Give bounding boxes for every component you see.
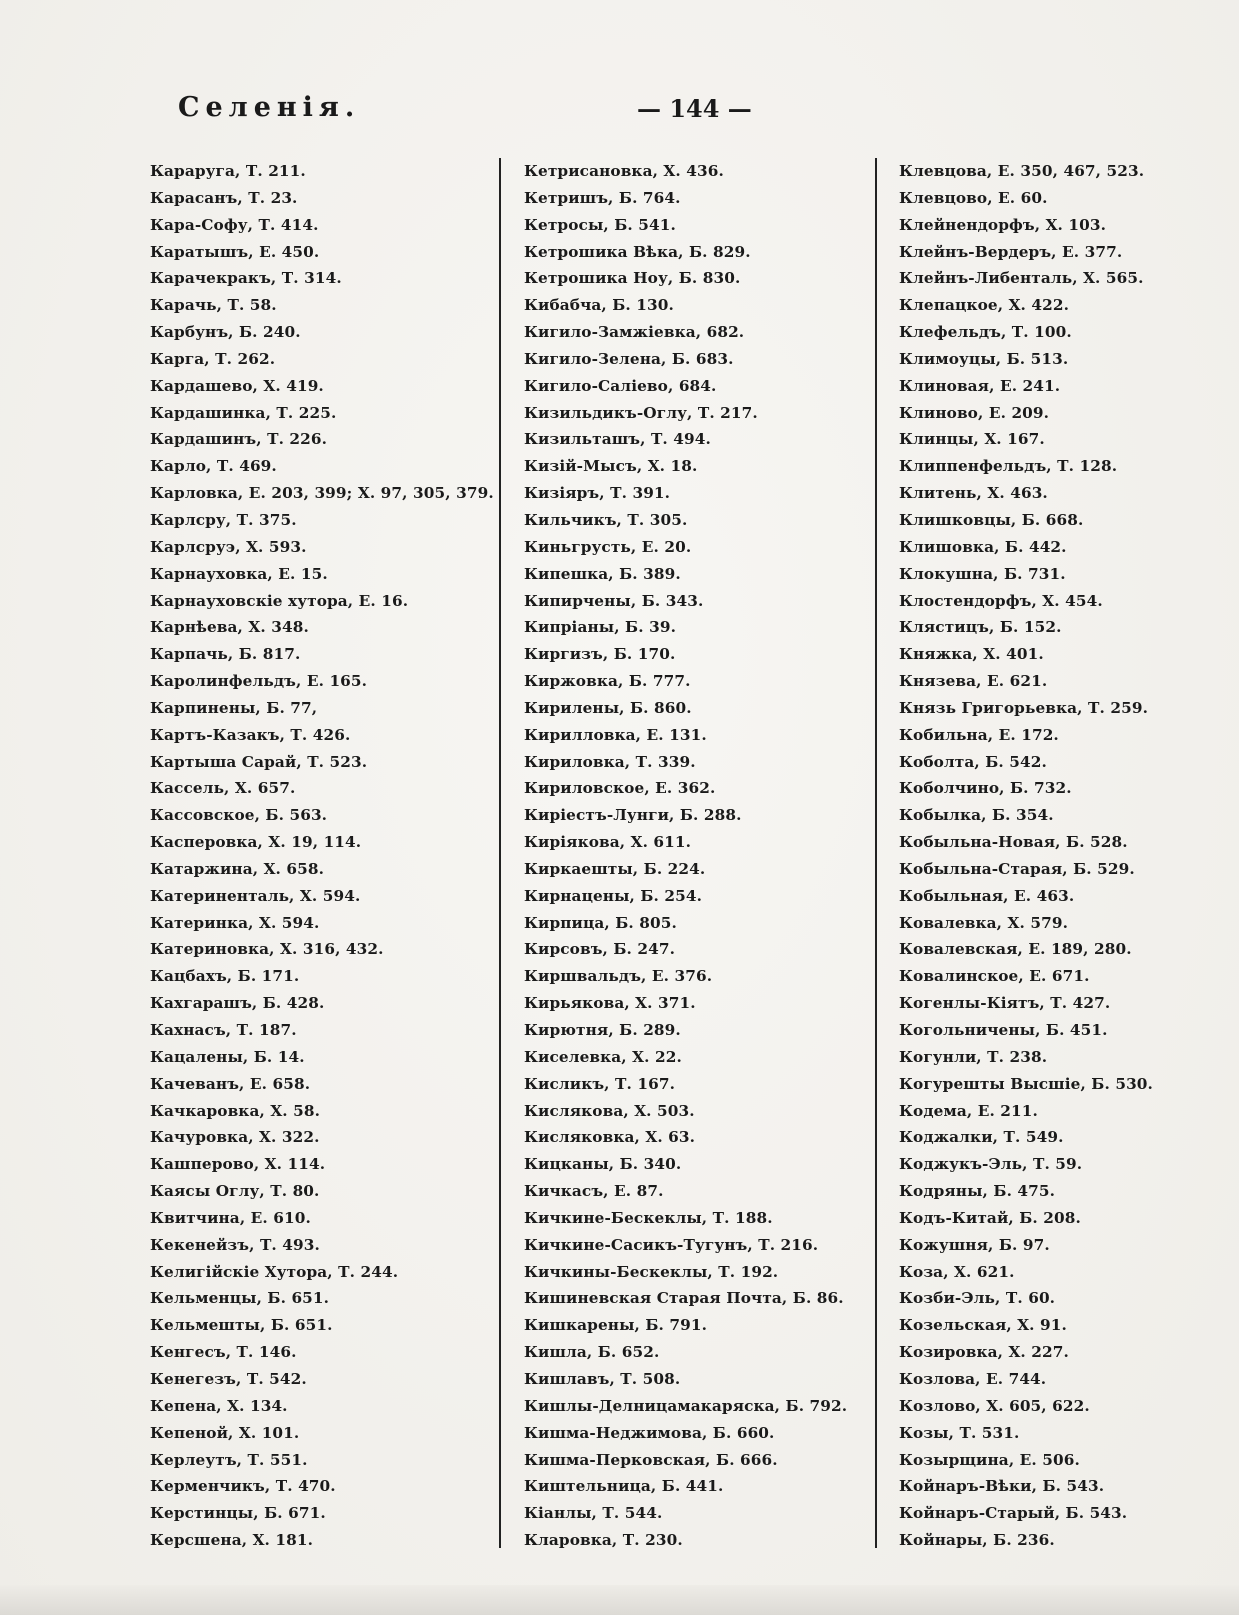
index-entry: Кишма-Неджимова, Б. 660. [524, 1423, 775, 1442]
index-entry: Козлова, Е. 744. [899, 1369, 1047, 1388]
index-column-1 [150, 158, 494, 1554]
index-entry: Кишма-Перковская, Б. 666. [524, 1450, 778, 1469]
index-entry: Кишлавъ, Т. 508. [524, 1369, 681, 1388]
index-entry: Кибабча, Б. 130. [524, 296, 674, 315]
index-entry: Керлеутъ, Т. 551. [150, 1450, 308, 1469]
index-entry: Кахгарашъ, Б. 428. [150, 994, 325, 1013]
index-entry: Керстинцы, Б. 671. [150, 1504, 326, 1523]
index-entry: Кипирчены, Б. 343. [524, 591, 704, 610]
index-entry: Карпинены, Б. 77, [150, 698, 318, 717]
index-entry: Кишлы-Делницамакаряска, Б. 792. [524, 1396, 848, 1415]
index-entry: Ковалевка, Х. 579. [899, 913, 1068, 932]
index-entry: Киселевка, Х. 22. [524, 1047, 682, 1066]
index-entry: Кіанлы, Т. 544. [524, 1504, 663, 1523]
index-entry: Киржовка, Б. 777. [524, 672, 691, 691]
index-entry: Кекенейзъ, Т. 493. [150, 1235, 320, 1254]
index-entry: Кобильна, Е. 172. [899, 725, 1059, 744]
index-entry: Кирпица, Б. 805. [524, 913, 677, 932]
index-entry: Козельская, Х. 91. [899, 1316, 1067, 1335]
index-entry: Козлово, Х. 605, 622. [899, 1396, 1090, 1415]
index-entry: Кларовка, Т. 230. [524, 1531, 683, 1550]
index-entry: Киштельница, Б. 441. [524, 1477, 724, 1496]
index-entry: Кирнацены, Б. 254. [524, 886, 703, 905]
index-entry: Клиппенфельдъ, Т. 128. [899, 457, 1118, 476]
index-entry: Кодема, Е. 211. [899, 1101, 1038, 1120]
index-entry: Кирилены, Б. 860. [524, 698, 692, 717]
index-entry: Катериновка, Х. 316, 432. [150, 940, 384, 959]
index-entry: Кацбахъ, Б. 171. [150, 967, 300, 986]
index-entry: Кобыльна-Новая, Б. 528. [899, 833, 1128, 852]
index-entry: Карачь, Т. 58. [150, 296, 277, 315]
index-entry: Киркаешты, Б. 224. [524, 859, 706, 878]
index-entry: Керменчикъ, Т. 470. [150, 1477, 336, 1496]
page-bottom-edge [0, 1585, 1239, 1615]
index-entry: Кичкине-Бескеклы, Т. 188. [524, 1208, 773, 1227]
index-entry: Койнары, Б. 236. [899, 1531, 1055, 1550]
index-entry: Князь Григорьевка, Т. 259. [899, 698, 1149, 717]
index-entry: Кигило-Замжіевка, 682. [524, 323, 745, 342]
index-entry: Катериненталь, Х. 594. [150, 886, 361, 905]
index-entry: Когунли, Т. 238. [899, 1047, 1048, 1066]
index-entry: Кигило-Зелена, Б. 683. [524, 349, 734, 368]
index-entry: Кичкины-Бескеклы, Т. 192. [524, 1262, 779, 1281]
index-entry: Кирилловка, Е. 131. [524, 725, 707, 744]
index-entry: Карло, Т. 469. [150, 457, 277, 476]
column-divider [499, 158, 501, 1548]
index-entry: Клишковцы, Б. 668. [899, 510, 1084, 529]
index-entry: Киньгрусть, Е. 20. [524, 537, 692, 556]
index-entry: Коджукъ-Эль, Т. 59. [899, 1155, 1083, 1174]
index-entry: Кицканы, Б. 340. [524, 1155, 682, 1174]
index-entry: Кацалены, Б. 14. [150, 1047, 305, 1066]
index-entry: Кассовское, Б. 563. [150, 806, 328, 825]
index-column-2 [524, 158, 864, 1554]
index-entry: Кожушня, Б. 97. [899, 1235, 1050, 1254]
index-entry: Кизильдикъ-Оглу, Т. 217. [524, 403, 758, 422]
index-entry: Клитень, Х. 463. [899, 484, 1048, 503]
index-entry: Кирютня, Б. 289. [524, 1021, 681, 1039]
index-entry: Кишкарены, Б. 791. [524, 1316, 708, 1335]
page-header [0, 92, 1239, 132]
index-entry: Кардашинка, Т. 225. [150, 403, 337, 422]
index-entry: Ковалевская, Е. 189, 280. [899, 940, 1132, 959]
index-entry: Клостендорфъ, Х. 454. [899, 591, 1103, 610]
index-entry: Картъ-Казакъ, Т. 426. [150, 725, 351, 744]
index-entry: Кичкине-Сасикъ-Тугунъ, Т. 216. [524, 1235, 819, 1254]
index-entry: Карлсруэ, Х. 593. [150, 537, 307, 556]
index-entry: Клефельдъ, Т. 100. [899, 323, 1072, 342]
index-entry: Келигійскіе Хутора, Т. 244. [150, 1262, 399, 1281]
index-entry: Кетрошика Вѣка, Б. 829. [524, 242, 751, 261]
index-entry: Клястицъ, Б. 152. [899, 618, 1062, 637]
index-entry: Карбунъ, Б. 240. [150, 323, 301, 342]
index-entry: Клевцова, Е. 350, 467, 523. [899, 162, 1145, 180]
index-entry: Киріестъ-Лунги, Б. 288. [524, 806, 742, 825]
index-entry: Катаржина, Х. 658. [150, 859, 325, 878]
index-entry: Клинцы, Х. 167. [899, 430, 1045, 449]
index-entry: Кисляковка, Х. 63. [524, 1128, 696, 1147]
section-title: Селенія. [178, 92, 361, 123]
index-entry: Кахнасъ, Т. 187. [150, 1021, 297, 1039]
index-entry: Кетрисановка, Х. 436. [524, 162, 724, 180]
index-entry: Кодъ-Китай, Б. 208. [899, 1208, 1081, 1227]
index-entry: Когурешты Высшіе, Б. 530. [899, 1074, 1153, 1093]
index-entry: Кашперово, Х. 114. [150, 1155, 326, 1174]
index-entry: Кириловское, Е. 362. [524, 779, 716, 798]
index-entry: Квитчина, Е. 610. [150, 1208, 311, 1227]
index-entry: Кардашинъ, Т. 226. [150, 430, 328, 449]
index-entry: Кигило-Саліево, 684. [524, 376, 717, 395]
index-entry: Кильчикъ, Т. 305. [524, 510, 688, 529]
index-entry: Козы, Т. 531. [899, 1423, 1020, 1442]
index-column-3 [899, 158, 1229, 1554]
index-entry: Коза, Х. 621. [899, 1262, 1015, 1281]
index-entry: Кишиневская Старая Почта, Б. 86. [524, 1289, 844, 1308]
index-entry: Кобыльная, Е. 463. [899, 886, 1075, 905]
index-entry: Кирсовъ, Б. 247. [524, 940, 676, 959]
index-entry: Кенгесъ, Т. 146. [150, 1343, 297, 1362]
index-entry: Кичкасъ, Е. 87. [524, 1182, 664, 1201]
index-entry: Коджалки, Т. 549. [899, 1128, 1064, 1147]
column-divider [875, 158, 877, 1548]
index-entry: Киргизъ, Б. 170. [524, 645, 676, 664]
index-entry: Картыша Сарай, Т. 523. [150, 752, 368, 771]
index-entry: Клейнъ-Вердеръ, Е. 377. [899, 242, 1123, 261]
index-entry: Карлсру, Т. 375. [150, 510, 297, 529]
index-entry: Кизій-Мысъ, Х. 18. [524, 457, 698, 476]
index-entry: Касперовка, Х. 19, 114. [150, 833, 362, 852]
index-entry: Клишовка, Б. 442. [899, 537, 1067, 556]
index-entry: Кипріаны, Б. 39. [524, 618, 676, 637]
index-entry: Карнауховскіе хутора, Е. 16. [150, 591, 409, 610]
index-entry: Качкаровка, Х. 58. [150, 1101, 321, 1120]
index-entry: Койнаръ-Старый, Б. 543. [899, 1504, 1128, 1523]
index-entry: Карачекракъ, Т. 314. [150, 269, 342, 288]
index-entry: Кетришъ, Б. 764. [524, 188, 681, 207]
index-entry: Карпачь, Б. 817. [150, 645, 301, 664]
index-entry: Карнѣева, Х. 348. [150, 618, 309, 637]
index-entry: Князева, Е. 621. [899, 672, 1048, 691]
index-entry: Кассель, Х. 657. [150, 779, 296, 798]
index-entry: Кепена, Х. 134. [150, 1396, 288, 1415]
index-entry: Карнауховка, Е. 15. [150, 564, 328, 583]
index-entry: Карaруга, Т. 211. [150, 162, 306, 180]
index-entry: Кирьякова, Х. 371. [524, 994, 696, 1013]
index-entry: Кара-Софу, Т. 414. [150, 215, 319, 234]
index-entry: Керсшена, Х. 181. [150, 1531, 314, 1550]
index-entry: Карга, Т. 262. [150, 349, 276, 368]
index-entry: Коболчино, Б. 732. [899, 779, 1072, 798]
index-entry: Кенегезъ, Т. 542. [150, 1369, 307, 1388]
index-entry: Козырщина, Е. 506. [899, 1450, 1080, 1469]
index-entry: Кизіяръ, Т. 391. [524, 484, 671, 503]
index-entry: Княжка, Х. 401. [899, 645, 1044, 664]
index-entry: Клиновая, Е. 241. [899, 376, 1061, 395]
index-entry: Кисликъ, Т. 167. [524, 1074, 676, 1093]
index-entry: Кетрошика Ноу, Б. 830. [524, 269, 741, 288]
index-entry: Кардашево, Х. 419. [150, 376, 324, 395]
index-entry: Кодряны, Б. 475. [899, 1182, 1056, 1201]
index-entry: Клевцово, Е. 60. [899, 188, 1048, 207]
index-entry: Клепацкое, Х. 422. [899, 296, 1070, 315]
index-entry: Качуровка, Х. 322. [150, 1128, 320, 1147]
index-entry: Козировка, Х. 227. [899, 1343, 1069, 1362]
index-entry: Кельменцы, Б. 651. [150, 1289, 330, 1308]
index-entry: Катеринка, Х. 594. [150, 913, 320, 932]
index-entry: Климоуцы, Б. 513. [899, 349, 1069, 368]
index-entry: Клиново, Е. 209. [899, 403, 1050, 422]
index-entry: Каясы Оглу, Т. 80. [150, 1182, 320, 1201]
index-entry: Кобыльна-Старая, Б. 529. [899, 859, 1135, 878]
index-entry: Карловка, Е. 203, 399; Х. 97, 305, 379. [150, 484, 494, 503]
index-entry: Ковалинское, Е. 671. [899, 967, 1090, 986]
index-entry: Кизильташъ, Т. 494. [524, 430, 711, 449]
index-entry: Каратышъ, Е. 450. [150, 242, 320, 261]
index-entry: Кепеной, Х. 101. [150, 1423, 300, 1442]
index-entry: Козби-Эль, Т. 60. [899, 1289, 1056, 1308]
index-entry: Клейнъ-Либенталь, Х. 565. [899, 269, 1144, 288]
index-entry: Койнаръ-Вѣки, Б. 543. [899, 1477, 1105, 1496]
index-entry: Киріякова, Х. 611. [524, 833, 692, 852]
index-entry: Кириловка, Т. 339. [524, 752, 696, 771]
index-entry: Когенлы-Кіятъ, Т. 427. [899, 994, 1111, 1013]
index-entry: Киршвальдъ, Е. 376. [524, 967, 713, 986]
index-entry: Коболта, Б. 542. [899, 752, 1047, 771]
index-entry: Каролинфельдъ, Е. 165. [150, 672, 368, 691]
index-entry: Кетросы, Б. 541. [524, 215, 676, 234]
index-entry: Карасанъ, Т. 23. [150, 188, 298, 207]
index-entry: Кипешка, Б. 389. [524, 564, 681, 583]
index-entry: Кобылка, Б. 354. [899, 806, 1054, 825]
index-entry: Качеванъ, Е. 658. [150, 1074, 311, 1093]
page-number: — 144 — [637, 94, 752, 123]
index-entry: Кишла, Б. 652. [524, 1343, 660, 1362]
index-entry: Когольничены, Б. 451. [899, 1021, 1108, 1039]
index-entry: Клокушна, Б. 731. [899, 564, 1066, 583]
index-entry: Кислякова, Х. 503. [524, 1101, 695, 1120]
index-entry: Кельмешты, Б. 651. [150, 1316, 333, 1335]
index-entry: Клейнендорфъ, Х. 103. [899, 215, 1107, 234]
